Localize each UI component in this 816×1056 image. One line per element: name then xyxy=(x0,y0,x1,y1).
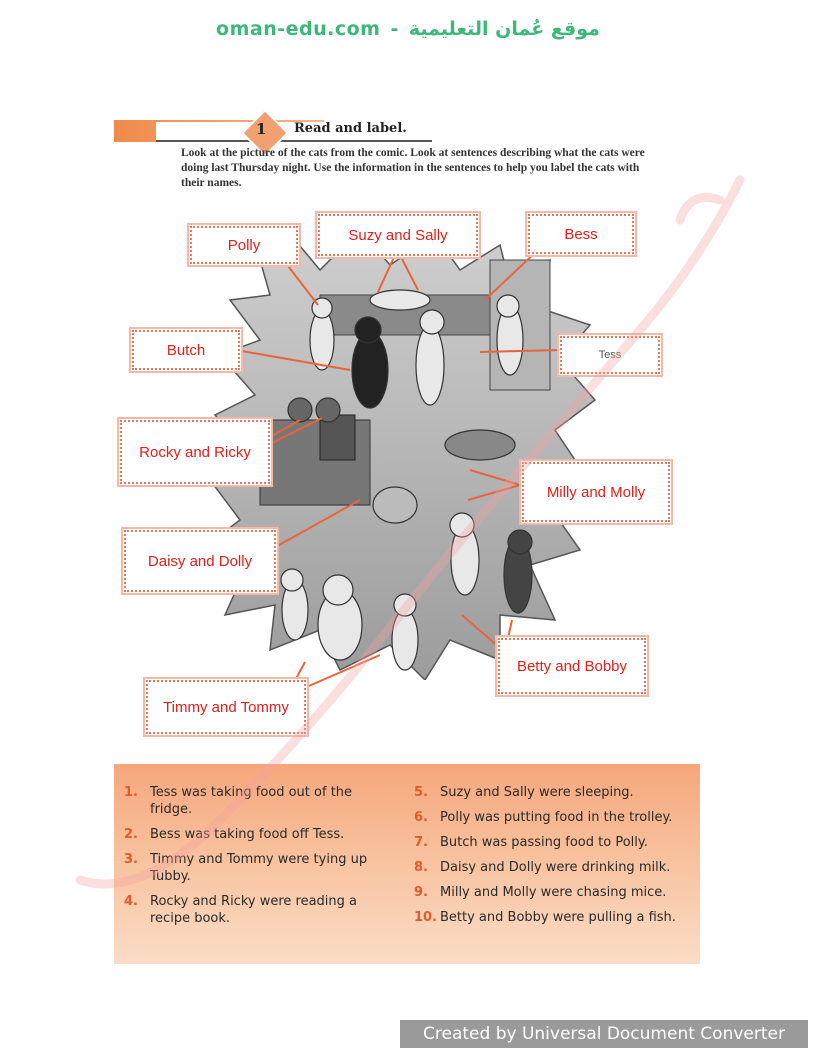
sentence-number: 4. xyxy=(124,894,138,909)
site-url: oman-edu.com xyxy=(216,18,381,40)
site-name-arabic: موقع عُمان التعليمية xyxy=(408,18,600,40)
sentence-item xyxy=(414,809,684,826)
label-suzy-and-sally: Suzy and Sally xyxy=(318,214,478,256)
sentence-number: 1. xyxy=(124,785,138,800)
sentence-text: Suzy and Sally were sleeping. xyxy=(440,785,634,800)
sentence-number: 2. xyxy=(124,827,138,842)
sentences-panel xyxy=(114,764,700,964)
label-milly-and-molly: Milly and Molly xyxy=(522,462,670,522)
sentence-number: 7. xyxy=(414,835,428,850)
sentence-text: Tess was taking food out of the fridge. xyxy=(150,785,353,817)
sentence-number: 10. xyxy=(414,910,438,925)
sentence-item xyxy=(124,826,394,843)
sentence-text: Butch was passing food to Polly. xyxy=(440,835,648,850)
sentence-item xyxy=(414,909,684,926)
label-rocky-and-ricky: Rocky and Ricky xyxy=(120,420,270,484)
sentence-number: 5. xyxy=(414,785,428,800)
sentence-text: Rocky and Ricky were reading a recipe book. xyxy=(150,894,358,926)
sentence-item xyxy=(414,834,684,851)
label-timmy-and-tommy: Timmy and Tommy xyxy=(146,680,306,734)
sentence-item xyxy=(124,893,394,927)
sentences-left-column xyxy=(124,784,394,935)
sentence-number: 8. xyxy=(414,860,428,875)
label-tess: Tess xyxy=(560,336,660,374)
sentences-right-column xyxy=(414,784,684,934)
sentence-text: Betty and Bobby were pulling a fish. xyxy=(440,910,676,925)
sentence-item xyxy=(124,784,394,818)
label-daisy-and-dolly: Daisy and Dolly xyxy=(124,530,276,592)
sentence-text: Milly and Molly were chasing mice. xyxy=(440,885,667,900)
exercise-title: Read and label. xyxy=(294,121,407,136)
exercise-number: 1 xyxy=(256,120,267,138)
exercise-instructions: Look at the picture of the cats from the comic. Look at sentences describing what the cats were doing last Thursday night. Use the information in the sentences to help you label the cats with their names. xyxy=(181,147,645,189)
label-polly: Polly xyxy=(190,226,298,264)
sentence-item xyxy=(414,784,684,801)
header-separator: - xyxy=(390,18,399,40)
label-butch: Butch xyxy=(132,330,240,370)
sentence-item xyxy=(124,851,394,885)
sentence-item xyxy=(414,884,684,901)
label-betty-and-bobby: Betty and Bobby xyxy=(498,638,646,694)
sentence-text: Daisy and Dolly were drinking milk. xyxy=(440,860,671,875)
sentence-item xyxy=(414,859,684,876)
converter-footer: Created by Universal Document Converter xyxy=(400,1020,808,1048)
sentence-text: Polly was putting food in the trolley. xyxy=(440,810,673,825)
sentence-number: 6. xyxy=(414,810,428,825)
sentence-text: Bess was taking food off Tess. xyxy=(150,827,345,842)
sentence-number: 3. xyxy=(124,852,138,867)
label-bess: Bess xyxy=(528,214,634,254)
sentence-text: Timmy and Tommy were tying up Tubby. xyxy=(150,852,368,884)
sentence-number: 9. xyxy=(414,885,428,900)
